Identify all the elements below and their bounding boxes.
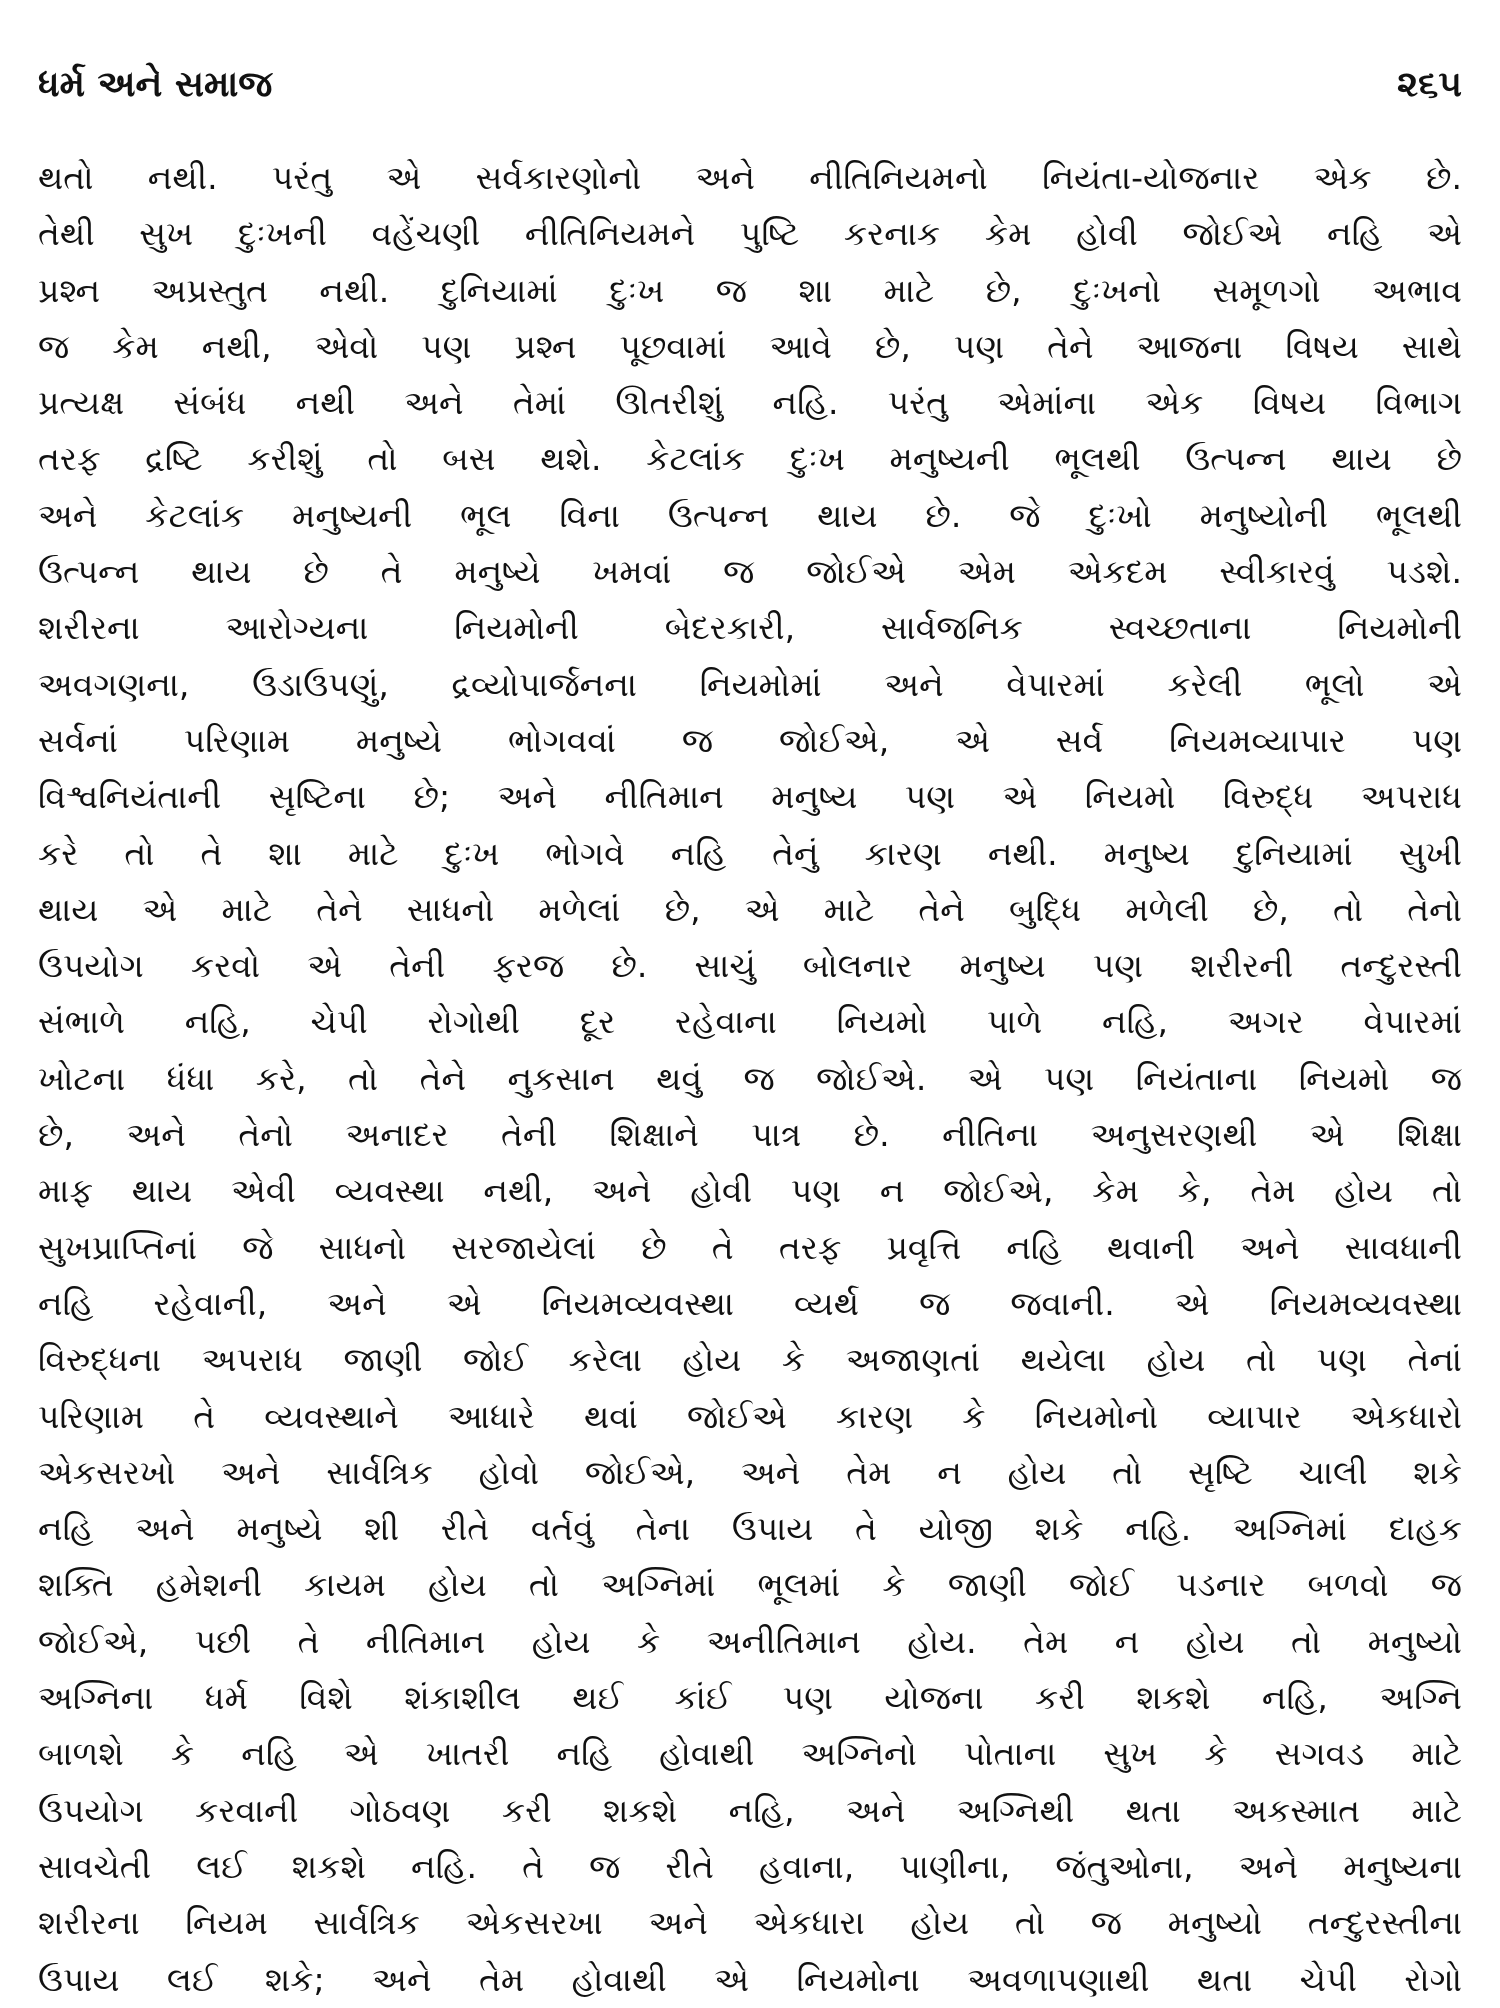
text-line: નહિ અને મનુષ્યે શી રીતે વર્તવું તેના ઉપાય તે યોજી શકે નહિ. અગ્નિમાં દાહક [38,1509,1462,1549]
text-line: બાળશે કે નહિ એ ખાતરી નહિ હોવાથી અગ્નિનો પોતાના સુખ કે સગવડ માટે [38,1734,1462,1774]
text-line: છે, અને તેનો અનાદર તેની શિક્ષાને પાત્ર છે. નીતિના અનુસરણથી એ શિક્ષા [38,1115,1462,1155]
text-line: વિરુદ્ધના અપરાધ જાણી જોઈ કરેલા હોય કે અજાણતાં થયેલા હોય તો પણ તેનાં [38,1340,1462,1380]
text-line: પરિણામ તે વ્યવસ્થાને આધારે થવાં જોઈએ કારણ કે નિયમોનો વ્યાપાર એકધારો [38,1396,1462,1436]
text-line: ખોટના ધંધા કરે, તો તેને નુકસાન થવું જ જોઈએ. એ પણ નિયંતાના નિયમો જ [38,1058,1462,1098]
text-line: થતો નથી. પરંતુ એ સર્વકારણોનો અને નીતિનિયમનો નિયંતા-યોજનાર એક છે. [38,158,1462,197]
text-line: જોઈએ, પછી તે નીતિમાન હોય કે અનીતિમાન હોય. તેમ ન હોય તો મનુષ્યો [38,1621,1462,1661]
text-line: પ્રત્યક્ષ સંબંધ નથી અને તેમાં ઊતરીશું નહિ. પરંતુ એમાંના એક વિષય વિભાગ [38,383,1462,423]
text-line: ઉપયોગ કરવાની ગોઠવણ કરી શકશે નહિ, અને અગ્નિથી થતા અકસ્માત માટે [38,1790,1462,1830]
text-line: નહિ રહેવાની, અને એ નિયમવ્યવસ્થા વ્યર્થ જ જવાની. એ નિયમવ્યવસ્થા [38,1283,1462,1323]
text-line: તરફ દ્રષ્ટિ કરીશું તો બસ થશે. કેટલાંક દુઃખ મનુષ્યની ભૂલથી ઉત્પન્ન થાય છે [38,439,1462,479]
text-line: ઉત્પન્ન થાય છે તે મનુષ્યે ખમવાં જ જોઈએ એમ એકદમ સ્વીકારવું પડશે. [38,552,1462,592]
running-head [38,60,1462,110]
text-line: તેથી સુખ દુઃખની વહેંચણી નીતિનિયમને પુષ્ટિ કરનાક કેમ હોવી જોઈએ નહિ એ [38,214,1462,254]
text-line: જ કેમ નથી, એવો પણ પ્રશ્ન પૂછવામાં આવે છે, પણ તેને આજના વિષય સાથે [38,326,1462,366]
text-line: શરીરના આરોગ્યના નિયમોની બેદરકારી, સાર્વજનિક સ્વચ્છતાના નિયમોની [38,608,1462,648]
text-line: વિશ્વનિયંતાની સૃષ્ટિના છે; અને નીતિમાન મનુષ્ય પણ એ નિયમો વિરુદ્ધ અપરાધ [38,777,1462,817]
text-line: અને કેટલાંક મનુષ્યની ભૂલ વિના ઉત્પન્ન થાય છે. જે દુઃખો મનુષ્યોની ભૂલથી [38,495,1462,535]
text-line: સાવચેતી લઈ શકશે નહિ. તે જ રીતે હવાના, પાણીના, જંતુઓના, અને મનુષ્યના [38,1846,1462,1886]
text-line: થાય એ માટે તેને સાધનો મળેલાં છે, એ માટે તેને બુદ્ધિ મળેલી છે, તો તેનો [38,889,1462,929]
text-line: એકસરખો અને સાર્વત્રિક હોવો જોઈએ, અને તેમ ન હોય તો સૃષ્ટિ ચાલી શકે [38,1452,1462,1492]
text-line: પ્રશ્ન અપ્રસ્તુત નથી. દુનિયામાં દુઃખ જ શા માટે છે, દુઃખનો સમૂળગો અભાવ [38,270,1462,310]
text-line: ઉપાય લઈ શકે; અને તેમ હોવાથી એ નિયમોના અવળાપણાથી થતા ચેપી રોગો [38,1959,1462,1999]
text-line: અગ્નિના ધર્મ વિશે શંકાશીલ થઈ કાંઈ પણ યોજના કરી શકશે નહિ, અગ્નિ [38,1678,1462,1718]
text-line: શક્તિ હમેશની કાયમ હોય તો અગ્નિમાં ભૂલમાં કે જાણી જોઈ પડનાર બળવો જ [38,1565,1462,1605]
page-number: ૨૬૫ [1397,64,1462,105]
text-line: સુખપ્રાપ્તિનાં જે સાધનો સરજાયેલાં છે તે તરફ પ્રવૃત્તિ નહિ થવાની અને સાવધાની [38,1227,1462,1267]
text-line: સંભાળે નહિ, ચેપી રોગોથી દૂર રહેવાના નિયમો પાળે નહિ, અગર વેપારમાં [38,1002,1462,1042]
text-line: માફ થાય એવી વ્યવસ્થા નથી, અને હોવી પણ ન જોઈએ, કેમ કે, તેમ હોય તો [38,1171,1462,1211]
text-line: ઉપયોગ કરવો એ તેની ફરજ છે. સાચું બોલનાર મનુષ્ય પણ શરીરની તન્દુરસ્તી [38,946,1462,986]
text-line: શરીરના નિયમ સાર્વત્રિક એકસરખા અને એકધારા હોય તો જ મનુષ્યો તન્દુરસ્તીના [38,1903,1462,1943]
body-text [38,150,1462,2008]
running-head-title: ધર્મ અને સમાજ [38,64,273,105]
text-line: સર્વનાં પરિણામ મનુષ્યે ભોગવવાં જ જોઈએ, એ સર્વ નિયમવ્યાપાર પણ [38,720,1462,760]
text-line: કરે તો તે શા માટે દુઃખ ભોગવે નહિ તેનું કારણ નથી. મનુષ્ય દુનિયામાં સુખી [38,833,1462,873]
text-line: અવગણના, ઉડાઉપણું, દ્રવ્યોપાર્જનના નિયમોમાં અને વેપારમાં કરેલી ભૂલો એ [38,664,1462,704]
